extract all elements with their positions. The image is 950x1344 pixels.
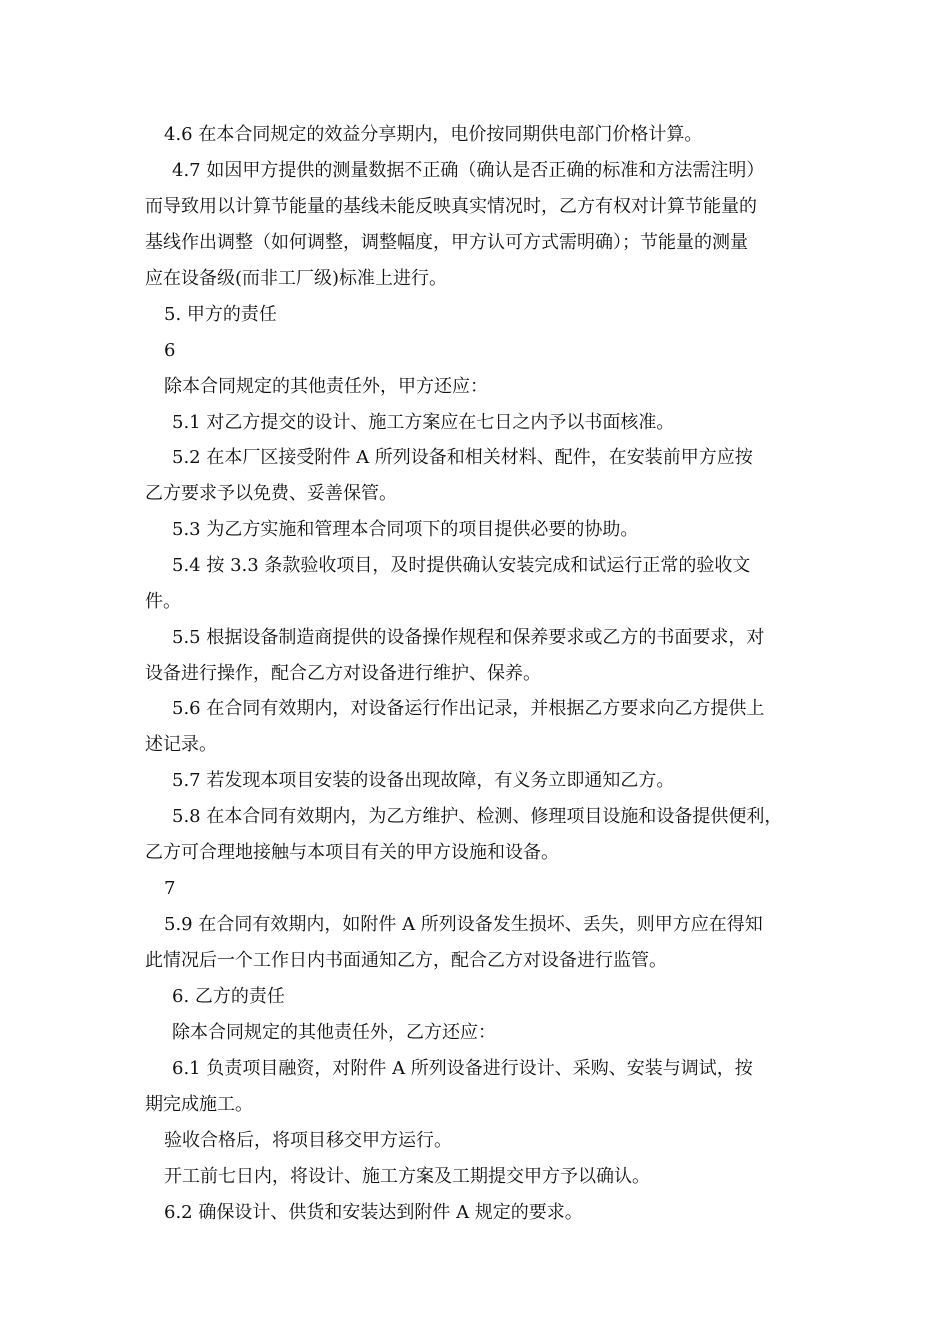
section-5-intro: 除本合同规定的其他责任外，甲方还应： — [164, 376, 488, 397]
clause-4-6: 4.6 在本合同规定的效益分享期内，电价按同期供电部门价格计算。 — [164, 124, 703, 145]
clause-6-1-line-3: 验收合格后，将项目移交甲方运行。 — [164, 1130, 452, 1151]
clause-5-6-line-1: 5.6 在合同有效期内，对设备运行作出记录，并根据乙方要求向乙方提供上 — [172, 698, 765, 719]
clause-6-1-line-1: 6.1 负责项目融资，对附件 A 所列设备进行设计、采购、安装与调试，按 — [172, 1058, 753, 1079]
clause-5-8-line-1: 5.8 在本合同有效期内，为乙方维护、检测、修理项目设施和设备提供便利， — [172, 806, 783, 827]
clause-5-4-line-2: 件。 — [145, 591, 181, 612]
clause-5-3: 5.3 为乙方实施和管理本合同项下的项目提供必要的协助。 — [172, 519, 639, 540]
clause-5-9-line-2: 此情况后一个工作日内书面通知乙方，配合乙方对设备进行监管。 — [145, 950, 667, 971]
section-6-intro: 除本合同规定的其他责任外，乙方还应： — [172, 1022, 496, 1043]
page-number-7: 7 — [164, 878, 176, 899]
section-5-heading: 5. 甲方的责任 — [164, 304, 277, 325]
clause-5-5-line-2: 设备进行操作，配合乙方对设备进行维护、保养。 — [145, 663, 541, 684]
clause-6-1-line-2: 期完成施工。 — [145, 1094, 253, 1115]
clause-5-2-line-2: 乙方要求予以免费、妥善保管。 — [145, 483, 397, 504]
clause-4-7-line-1: 4.7 如因甲方提供的测量数据不正确（确认是否正确的标准和方法需注明） — [172, 160, 765, 181]
page-number-6: 6 — [164, 340, 176, 361]
clause-6-2: 6.2 确保设计、供货和安装达到附件 A 规定的要求。 — [164, 1202, 583, 1223]
clause-5-7: 5.7 若发现本项目安装的设备出现故障，有义务立即通知乙方。 — [172, 770, 675, 791]
clause-5-6-line-2: 述记录。 — [145, 734, 217, 755]
clause-4-7-line-2: 而导致用以计算节能量的基线未能反映真实情况时，乙方有权对计算节能量的 — [145, 196, 757, 217]
clause-4-7-line-4: 应在设备级(而非工厂级)标准上进行。 — [145, 268, 448, 289]
clause-5-2-line-1: 5.2 在本厂区接受附件 A 所列设备和相关材料、配件，在安装前甲方应按 — [172, 447, 753, 468]
clause-6-1-line-4: 开工前七日内，将设计、施工方案及工期提交甲方予以确认。 — [164, 1166, 650, 1187]
clause-5-4-line-1: 5.4 按 3.3 条款验收项目，及时提供确认安装完成和试运行正常的验收文 — [172, 555, 751, 576]
clause-5-8-line-2: 乙方可合理地接触与本项目有关的甲方设施和设备。 — [145, 842, 559, 863]
clause-5-5-line-1: 5.5 根据设备制造商提供的设备操作规程和保养要求或乙方的书面要求，对 — [172, 627, 765, 648]
section-6-heading: 6. 乙方的责任 — [172, 986, 285, 1007]
clause-4-7-line-3: 基线作出调整（如何调整，调整幅度，甲方认可方式需明确）；节能量的测量 — [145, 232, 748, 253]
clause-5-1: 5.1 对乙方提交的设计、施工方案应在七日之内予以书面核准。 — [172, 412, 675, 433]
clause-5-9-line-1: 5.9 在合同有效期内，如附件 A 所列设备发生损坏、丢失，则甲方应在得知 — [164, 914, 763, 935]
